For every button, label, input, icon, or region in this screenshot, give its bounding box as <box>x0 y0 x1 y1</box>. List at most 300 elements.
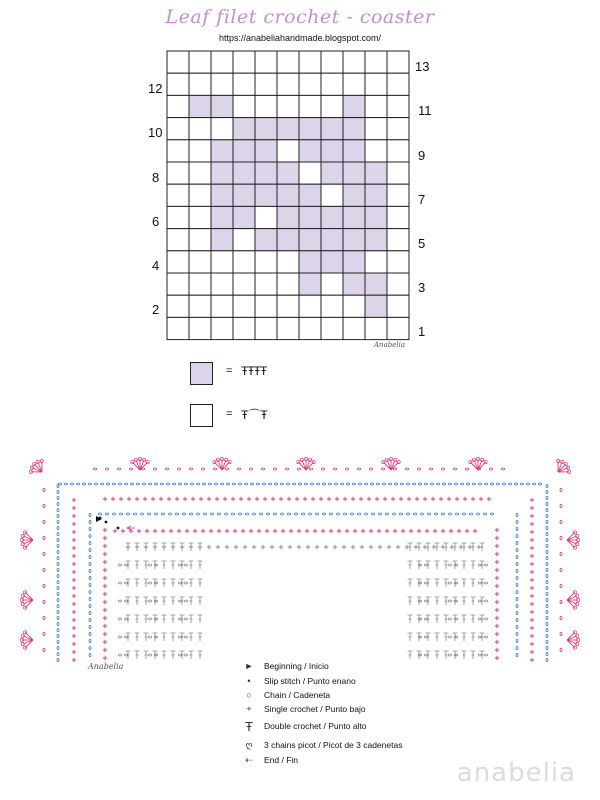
chain-stitch <box>57 640 59 643</box>
single-crochet-stitch <box>335 497 339 501</box>
chain-stitch <box>217 513 220 515</box>
chain-stitch <box>340 483 343 485</box>
single-crochet-stitch <box>457 529 461 533</box>
chain-stitch <box>546 592 548 595</box>
chain-stitch <box>448 654 451 656</box>
chain-stitch <box>516 597 518 600</box>
single-crochet-stitch <box>281 529 285 533</box>
single-crochet-stitch <box>263 497 267 501</box>
single-crochet-stitch <box>225 529 229 533</box>
chain-stitch <box>57 598 59 601</box>
double-crochet-stitch <box>171 579 176 587</box>
single-crochet-stitch <box>113 529 117 533</box>
single-crochet-stitch <box>234 545 238 549</box>
single-crochet-stitch <box>425 529 429 533</box>
chain-stitch <box>516 646 518 649</box>
chain-stitch <box>43 552 45 555</box>
chain-stitch <box>100 483 103 485</box>
chain-stitch <box>89 632 91 635</box>
chain-stitch <box>420 513 423 515</box>
chain-stitch <box>382 483 385 485</box>
chain-stitch <box>560 552 562 555</box>
chain-stitch <box>238 513 241 515</box>
single-crochet-stitch <box>495 544 499 548</box>
chain-stitch <box>462 513 465 515</box>
chain-stitch <box>118 600 121 602</box>
double-crochet-stitch <box>453 633 458 641</box>
double-crochet-stitch <box>198 579 203 587</box>
single-crochet-stitch <box>417 529 421 533</box>
single-crochet-stitch <box>261 545 265 549</box>
single-crochet-stitch <box>423 545 427 549</box>
single-crochet-stitch <box>495 592 499 596</box>
single-crochet-stitch <box>530 498 534 502</box>
chain-stitch <box>133 513 136 515</box>
chain-stitch <box>520 483 523 485</box>
double-crochet-stitch <box>135 597 140 605</box>
chain-stitch <box>231 513 234 515</box>
single-crochet-stitch <box>72 626 76 630</box>
single-crochet-stitch <box>151 497 155 501</box>
single-crochet-stitch <box>103 608 107 612</box>
chain-stitch <box>546 514 548 517</box>
single-crochet-stitch <box>103 536 107 540</box>
single-crochet-stitch <box>305 529 309 533</box>
chain-stitch <box>406 483 409 485</box>
chain-stitch <box>57 538 59 541</box>
chain-stitch <box>516 527 518 530</box>
chain-stitch <box>57 490 59 493</box>
double-crochet-stitch <box>444 561 449 569</box>
double-crochet-stitch <box>189 633 194 641</box>
single-crochet-stitch <box>333 545 337 549</box>
chain-stitch <box>546 550 548 553</box>
single-crochet-stitch <box>337 529 341 533</box>
chain-stitch <box>310 483 313 485</box>
chain-stitch <box>364 513 367 515</box>
page-title: Leaf filet crochet - coaster <box>165 6 435 28</box>
chain-stitch <box>476 513 479 515</box>
single-crochet-stitch <box>72 650 76 654</box>
single-crochet-stitch <box>243 545 247 549</box>
chain-stitch <box>210 513 213 515</box>
picot-fan <box>567 591 580 609</box>
chain-stitch <box>292 483 295 485</box>
chain-stitch <box>448 636 451 638</box>
single-crochet-stitch <box>487 497 491 501</box>
chain-stitch <box>526 483 529 485</box>
double-crochet-stitch <box>153 561 158 569</box>
single-crochet-stitch <box>369 545 373 549</box>
single-crochet-stitch <box>375 497 379 501</box>
chain-stitch <box>89 597 91 600</box>
chain-stitch <box>148 636 151 638</box>
double-crochet-stitch <box>153 633 158 641</box>
chain-stitch <box>429 468 432 470</box>
double-crochet-stitch <box>171 597 176 605</box>
chain-stitch <box>105 468 108 470</box>
chain-stitch <box>226 483 229 485</box>
single-crochet-stitch <box>439 497 443 501</box>
chain-stitch <box>118 654 121 656</box>
single-crochet-stitch <box>126 545 130 549</box>
chain-stitch <box>294 513 297 515</box>
single-crochet-stitch <box>495 528 499 532</box>
double-crochet-stitch <box>453 597 458 605</box>
chain-stitch <box>43 584 45 587</box>
chain-stitch <box>94 483 97 485</box>
single-crochet-stitch <box>409 529 413 533</box>
chain-stitch <box>350 513 353 515</box>
row-label-13: 13 <box>415 59 430 74</box>
chain-stitch <box>484 564 487 566</box>
chain-stitch <box>546 568 548 571</box>
single-crochet-stitch <box>369 529 373 533</box>
single-crochet-stitch <box>530 530 534 534</box>
chain-stitch <box>516 513 518 516</box>
chain-stitch <box>304 483 307 485</box>
single-crochet-stitch <box>530 514 534 518</box>
chain-stitch <box>472 483 475 485</box>
chain-stitch <box>43 504 45 507</box>
chain-stitch <box>546 508 548 511</box>
single-crochet-stitch <box>209 529 213 533</box>
single-crochet-stitch <box>495 632 499 636</box>
chain-stitch <box>315 513 318 515</box>
chain-stitch <box>273 513 276 515</box>
chain-stitch <box>298 483 301 485</box>
single-crochet-stitch <box>447 497 451 501</box>
chain-stitch <box>148 564 151 566</box>
chain-stitch <box>516 618 518 621</box>
chain-stitch <box>441 468 444 470</box>
chain-stitch <box>430 483 433 485</box>
chain-stitch <box>196 513 199 515</box>
single-crochet-stitch <box>72 506 76 510</box>
chain-stitch <box>516 632 518 635</box>
double-crochet-stitch <box>471 561 476 569</box>
chain-stitch <box>76 483 79 485</box>
single-crochet-stitch <box>103 552 107 556</box>
double-crochet-stitch <box>471 615 476 623</box>
picot-fan <box>29 459 43 473</box>
brand-logo: anabelia <box>456 758 576 788</box>
single-crochet-stitch <box>319 497 323 501</box>
chain-stitch <box>89 562 91 565</box>
chain-stitch <box>119 513 122 515</box>
double-crochet-stitch <box>435 579 440 587</box>
diagram-signature: Anabelia <box>88 662 124 671</box>
single-crochet-stitch <box>241 529 245 533</box>
single-crochet-stitch <box>207 545 211 549</box>
single-crochet-stitch <box>103 656 107 660</box>
chain-stitch <box>418 483 421 485</box>
single-crochet-stitch <box>231 497 235 501</box>
double-crochet-stitch <box>144 651 149 659</box>
chain-stitch <box>413 513 416 515</box>
double-crochet-stitch <box>453 651 458 659</box>
chain-stitch <box>516 520 518 523</box>
chain-stitch <box>484 483 487 485</box>
chain-stitch <box>168 513 171 515</box>
chain-stitch <box>371 513 374 515</box>
picot-fan <box>567 531 580 549</box>
double-crochet-stitch <box>471 633 476 641</box>
single-crochet-stitch <box>247 497 251 501</box>
key-item-double-crochet: Ŧ Double crochet / Punto alto <box>240 719 367 733</box>
picot-fan <box>20 631 33 649</box>
row-label-5: 5 <box>418 236 426 251</box>
chain-stitch <box>454 483 457 485</box>
single-crochet-stitch <box>273 529 277 533</box>
chain-stitch <box>112 483 115 485</box>
double-crochet-stitch <box>189 597 194 605</box>
single-crochet-stitch <box>360 545 364 549</box>
chain-stitch <box>465 468 468 470</box>
chain-stitch <box>189 468 192 470</box>
chain-stitch <box>484 582 487 584</box>
chain-stitch <box>259 513 262 515</box>
chain-stitch <box>496 483 499 485</box>
single-crochet-stitch <box>530 506 534 510</box>
single-crochet-stitch <box>175 497 179 501</box>
chain-stitch <box>369 468 372 470</box>
row-label-4: 4 <box>152 258 160 273</box>
chain-stitch <box>106 483 109 485</box>
chain-stitch <box>514 483 517 485</box>
chain-stitch <box>57 604 59 607</box>
chain-stitch <box>256 483 259 485</box>
arrow-icon: ► <box>244 661 254 671</box>
single-crochet-stitch <box>433 529 437 533</box>
single-crochet-stitch <box>495 600 499 604</box>
chain-stitch <box>88 483 91 485</box>
double-crochet-stitch <box>417 597 422 605</box>
single-crochet-stitch <box>223 497 227 501</box>
chain-stitch <box>405 468 408 470</box>
chain-stitch <box>57 634 59 637</box>
chain-stitch <box>93 468 96 470</box>
single-crochet-stitch <box>405 545 409 549</box>
single-crochet-stitch <box>159 497 163 501</box>
chain-stitch <box>118 582 121 584</box>
single-crochet-stitch <box>351 497 355 501</box>
chain-stitch <box>560 536 562 539</box>
chain-stitch <box>89 611 91 614</box>
chain-stitch <box>208 483 211 485</box>
double-crochet-stitch <box>462 561 467 569</box>
single-crochet-stitch <box>345 529 349 533</box>
chain-stitch <box>546 520 548 523</box>
single-crochet-stitch <box>468 545 472 549</box>
single-crochet-stitch <box>162 545 166 549</box>
key-item-single-crochet: + Single crochet / Punto bajo <box>240 702 366 716</box>
double-crochet-stitch <box>162 651 167 659</box>
single-crochet-stitch <box>169 529 173 533</box>
chain-stitch <box>546 634 548 637</box>
chain-stitch <box>424 483 427 485</box>
single-crochet-stitch <box>72 634 76 638</box>
double-crochet-stitch <box>462 597 467 605</box>
chain-stitch <box>225 468 228 470</box>
chain-stitch <box>538 483 541 485</box>
chain-stitch <box>57 622 59 625</box>
single-crochet-stitch <box>72 554 76 558</box>
chain-stitch <box>286 483 289 485</box>
double-crochet-stitch <box>198 561 203 569</box>
chain-stitch <box>244 483 247 485</box>
chain-stitch <box>184 636 187 638</box>
single-crochet-stitch <box>495 568 499 572</box>
single-crochet-stitch <box>530 658 534 662</box>
chain-stitch <box>516 569 518 572</box>
chain-stitch <box>43 568 45 571</box>
single-crochet-stitch <box>72 538 76 542</box>
chain-stitch <box>89 604 91 607</box>
single-crochet-stitch <box>249 529 253 533</box>
chain-stitch <box>381 468 384 470</box>
chain-stitch <box>57 544 59 547</box>
double-crochet-stitch <box>189 651 194 659</box>
chain-stitch <box>118 483 121 485</box>
single-crochet-stitch <box>288 545 292 549</box>
chain-stitch <box>501 468 504 470</box>
chain-stitch <box>532 483 535 485</box>
chain-stitch <box>232 483 235 485</box>
single-crochet-stitch <box>455 497 459 501</box>
chain-stitch <box>442 483 445 485</box>
single-crochet-stitch <box>399 497 403 501</box>
chain-stitch <box>466 483 469 485</box>
chain-stitch <box>89 625 91 628</box>
chain-stitch <box>516 653 518 656</box>
single-crochet-stitch <box>201 529 205 533</box>
chain-stitch <box>178 483 181 485</box>
single-crochet-stitch <box>465 529 469 533</box>
single-crochet-stitch <box>359 497 363 501</box>
single-crochet-stitch <box>311 497 315 501</box>
chain-stitch <box>297 468 300 470</box>
chain-stitch <box>273 468 276 470</box>
chain-stitch <box>357 513 360 515</box>
double-crochet-stitch <box>162 597 167 605</box>
double-crochet-stitch <box>198 633 203 641</box>
chain-stitch <box>346 483 349 485</box>
chain-stitch <box>352 483 355 485</box>
single-crochet-stitch <box>252 545 256 549</box>
single-crochet-stitch <box>185 529 189 533</box>
chain-stitch <box>184 564 187 566</box>
chain-stitch <box>329 513 332 515</box>
single-crochet-stitch <box>313 529 317 533</box>
chain-stitch <box>546 610 548 613</box>
chain-stitch <box>460 483 463 485</box>
chain-stitch <box>436 483 439 485</box>
single-crochet-stitch <box>72 562 76 566</box>
chain-stitch <box>448 513 451 515</box>
chain-stitch <box>392 513 395 515</box>
chain-oval-icon: ○ <box>246 690 252 700</box>
single-crochet-stitch <box>343 497 347 501</box>
chain-stitch <box>184 600 187 602</box>
chain-stitch <box>546 658 548 661</box>
row-label-3: 3 <box>418 280 426 295</box>
chain-stitch <box>89 646 91 649</box>
chain-stitch <box>89 653 91 656</box>
chain-stitch <box>546 622 548 625</box>
chain-stitch <box>57 616 59 619</box>
chain-stitch <box>516 534 518 537</box>
single-crochet-stitch <box>103 648 107 652</box>
chain-stitch <box>70 483 73 485</box>
picot-fan <box>20 591 33 609</box>
chain-stitch <box>516 541 518 544</box>
chain-stitch <box>57 586 59 589</box>
chain-stitch <box>385 513 388 515</box>
chain-stitch <box>484 654 487 656</box>
single-crochet-stitch <box>72 602 76 606</box>
chain-stitch <box>546 616 548 619</box>
chain-stitch <box>148 654 151 656</box>
legend-equals-2: = <box>226 408 233 420</box>
row-label-12: 12 <box>148 81 163 96</box>
chain-stitch <box>196 483 199 485</box>
single-crochet-stitch <box>530 562 534 566</box>
chain-stitch <box>448 600 451 602</box>
single-crochet-stitch <box>153 529 157 533</box>
key-item-beginning: ► Beginning / Inicio <box>240 659 329 673</box>
chain-stitch <box>483 513 486 515</box>
chain-stitch <box>57 508 59 511</box>
chain-stitch <box>161 513 164 515</box>
chain-stitch <box>43 520 45 523</box>
chain-stitch <box>57 514 59 517</box>
chain-stitch <box>560 504 562 507</box>
single-crochet-stitch <box>143 497 147 501</box>
chain-stitch <box>453 468 456 470</box>
single-crochet-stitch <box>216 545 220 549</box>
double-crochet-stitch <box>444 615 449 623</box>
single-crochet-stitch <box>431 497 435 501</box>
chain-stitch <box>184 618 187 620</box>
double-crochet-stitch <box>462 579 467 587</box>
single-crochet-stitch <box>103 576 107 580</box>
single-crochet-stitch <box>530 546 534 550</box>
chain-stitch <box>130 483 133 485</box>
chain-stitch <box>129 468 132 470</box>
chain-stitch <box>249 468 252 470</box>
chain-stitch <box>400 483 403 485</box>
chain-stitch <box>490 483 493 485</box>
chain-stitch <box>448 483 451 485</box>
chain-stitch <box>89 541 91 544</box>
chain-stitch <box>546 598 548 601</box>
double-crochet-stitch <box>417 633 422 641</box>
double-crochet-stitch <box>189 561 194 569</box>
double-crochet-stitch <box>135 561 140 569</box>
chain-stitch <box>560 520 562 523</box>
chain-stitch <box>560 568 562 571</box>
double-crochet-stitch <box>144 579 149 587</box>
chain-stitch <box>394 483 397 485</box>
chain-stitch <box>252 513 255 515</box>
single-crochet-stitch <box>391 497 395 501</box>
single-crochet-stitch <box>495 648 499 652</box>
chain-stitch <box>57 520 59 523</box>
chain-stitch <box>516 604 518 607</box>
chain-stitch <box>154 513 157 515</box>
chain-stitch <box>546 502 548 505</box>
